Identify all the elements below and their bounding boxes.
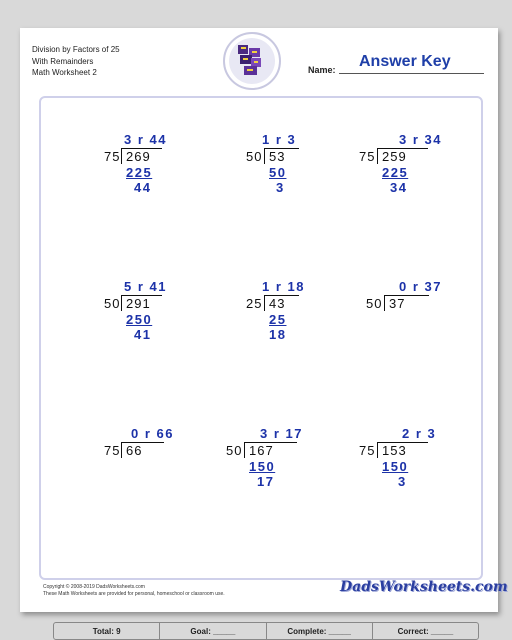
dividend: 153	[382, 443, 407, 458]
remainder: 3	[398, 474, 407, 489]
dividend: 37	[389, 296, 406, 311]
product: 225	[126, 165, 153, 180]
remainder: 17	[257, 474, 275, 489]
remainder: 41	[134, 327, 152, 342]
divisor: 50	[104, 296, 121, 311]
total-field: Total: 9	[54, 623, 160, 639]
worksheet-page	[20, 28, 508, 636]
problem-9	[359, 426, 509, 556]
product: 50	[269, 165, 287, 180]
divisor: 75	[104, 443, 121, 458]
problem-3	[359, 132, 509, 262]
divisor: 50	[366, 296, 383, 311]
quotient: 3 r 34	[399, 132, 442, 147]
dividend: 259	[382, 149, 407, 164]
dividend: 43	[269, 296, 286, 311]
score-bar	[53, 622, 479, 640]
quotient: 1 r 18	[262, 279, 305, 294]
dividend: 66	[126, 443, 143, 458]
divisor: 25	[246, 296, 263, 311]
divisor: 50	[246, 149, 263, 164]
product: 150	[249, 459, 276, 474]
title-line-3: Math Worksheet 2	[32, 68, 97, 77]
problem-5	[226, 279, 376, 409]
worksheet-title	[32, 44, 120, 79]
product: 150	[382, 459, 409, 474]
title-line-1: Division by Factors of 25	[32, 45, 120, 54]
copyright-notice	[43, 584, 225, 598]
divisor: 75	[104, 149, 121, 164]
remainder: 3	[276, 180, 285, 195]
product: 25	[269, 312, 287, 327]
dividend: 291	[126, 296, 151, 311]
copyright-line-1: Copyright © 2008-2019 DadsWorksheets.com	[43, 584, 145, 590]
problem-7	[81, 426, 231, 556]
divisor: 75	[359, 443, 376, 458]
remainder: 18	[269, 327, 287, 342]
problem-2	[226, 132, 376, 262]
quotient: 3 r 17	[260, 426, 303, 441]
answer-key-heading: Answer Key	[359, 53, 451, 70]
product: 250	[126, 312, 153, 327]
problem-1	[81, 132, 231, 262]
name-label: Name:	[308, 65, 336, 75]
title-line-2: With Remainders	[32, 56, 94, 66]
problem-6	[359, 279, 509, 409]
divisor: 50	[226, 443, 243, 458]
division-logo-icon	[223, 32, 281, 90]
product: 225	[382, 165, 409, 180]
quotient: 0 r 37	[399, 279, 442, 294]
remainder: 44	[134, 180, 152, 195]
quotient: 1 r 3	[262, 132, 297, 147]
name-line	[339, 73, 484, 74]
quotient: 3 r 44	[124, 132, 167, 147]
quotient: 5 r 41	[124, 279, 167, 294]
dividend: 269	[126, 149, 151, 164]
dividend: 53	[269, 149, 286, 164]
divisor: 75	[359, 149, 376, 164]
correct-field[interactable]: Correct: _____	[397, 626, 454, 636]
quotient: 0 r 66	[131, 426, 174, 441]
remainder: 34	[390, 180, 408, 195]
copyright-line-2: These Math Worksheets are provided for personal, homeschool or classroom use.	[43, 591, 225, 597]
goal-field[interactable]: Goal: _____	[160, 623, 266, 639]
brand-logo: DadsWorksheets.com	[340, 579, 508, 595]
dividend: 167	[249, 443, 274, 458]
complete-field[interactable]: Complete: _____	[267, 623, 373, 639]
quotient: 2 r 3	[402, 426, 437, 441]
problem-4	[81, 279, 231, 409]
problem-8	[226, 426, 376, 556]
